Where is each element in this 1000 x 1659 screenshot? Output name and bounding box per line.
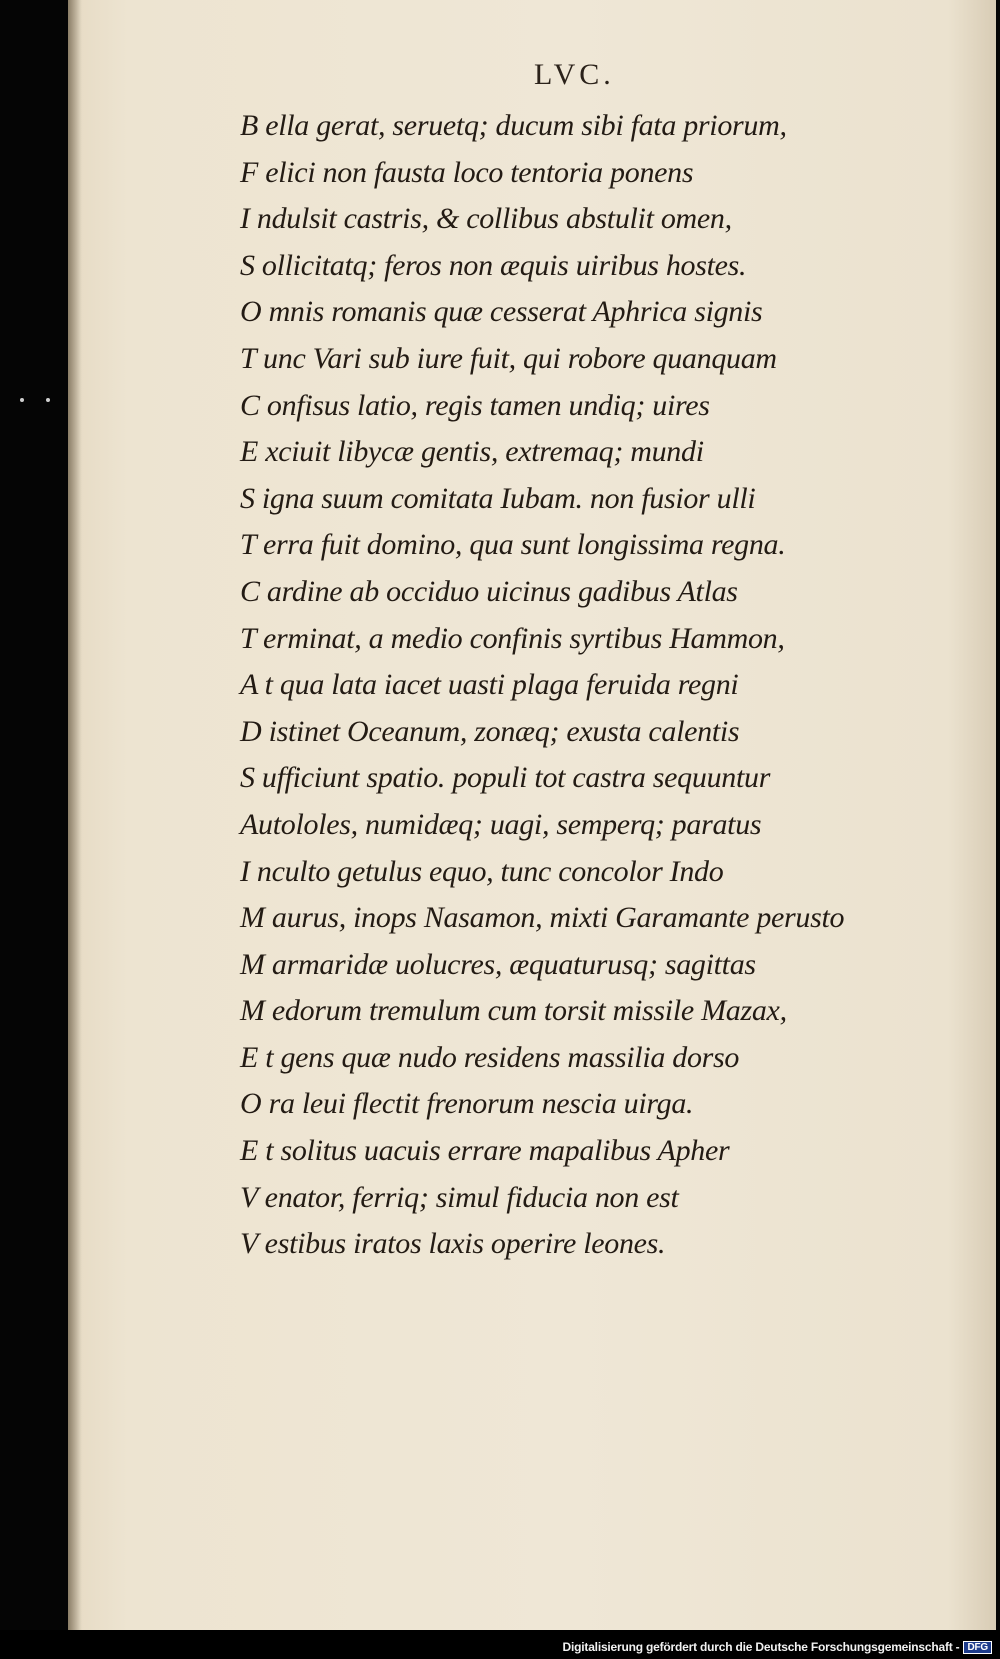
verse-line: E t gens quæ nudo residens massilia dorso [240,1040,740,1074]
verse-line: V estibus iratos laxis operire leones. [240,1227,666,1261]
verse-line: E xciuit libycæ gentis, extremaq; mundi [240,435,704,469]
verse-line: D istinet Oceanum, zonæq; exusta calentis [240,714,740,748]
credit-text: Digitalisierung gefördert durch die Deutsche Forschungsgemeinschaft - [562,1640,960,1654]
verse-line: B ella gerat, seruetq; ducum sibi fata priorum, [240,109,787,142]
verse-line: S ufficiunt spatio. populi tot castra sequuntur [240,761,771,795]
verse-line: V enator, ferriq; simul fiducia non est [240,1180,679,1214]
dfg-logo: DFG [963,1641,992,1654]
verse-line: Autololes, numidæq; uagi, semperq; paratus [240,807,762,841]
verse-line: E t solitus uacuis errare mapalibus Apher [240,1134,730,1168]
verse-line: C ardine ab occiduo uicinus gadibus Atlas [240,574,738,608]
verse-line: T erminat, a medio confinis syrtibus Hammon, [240,621,785,655]
digitization-credit [563,1640,992,1654]
verse-line: T erra fuit domino, qua sunt longissima regna. [240,528,786,562]
verse-list [240,103,844,1268]
verse-line: T unc Vari sub iure fuit, qui robore quanquam [240,341,777,375]
verse-line: O ra leui flectit frenorum nescia uirga. [240,1087,694,1121]
verse-line: A t qua lata iacet uasti plaga feruida regni [240,668,739,702]
running-head: LVC. [534,58,615,91]
verse-line: M aurus, inops Nasamon, mixti Garamante perusto [240,901,845,935]
verse-line: F elici non fausta loco tentoria ponens [240,155,694,189]
verse-line: C onfisus latio, regis tamen undiq; uires [240,388,710,422]
verse-line: S igna suum comitata Iubam. non fusior ulli [240,481,756,515]
verse-line: S ollicitatq; feros non æquis uiribus hostes. [240,248,747,282]
verse-line: I ndulsit castris, & collibus abstulit omen, [240,202,732,236]
verse-line: O mnis romanis quæ cesserat Aphrica signis [240,295,763,329]
spine-marks [20,398,60,402]
verse-line: M armaridæ uolucres, æquaturusq; sagittas [240,947,756,981]
gutter-shadow [68,0,82,1630]
verse-line: I nculto getulus equo, tunc concolor Indo [240,854,724,888]
verse-line: M edorum tremulum cum torsit missile Mazax, [240,994,787,1028]
